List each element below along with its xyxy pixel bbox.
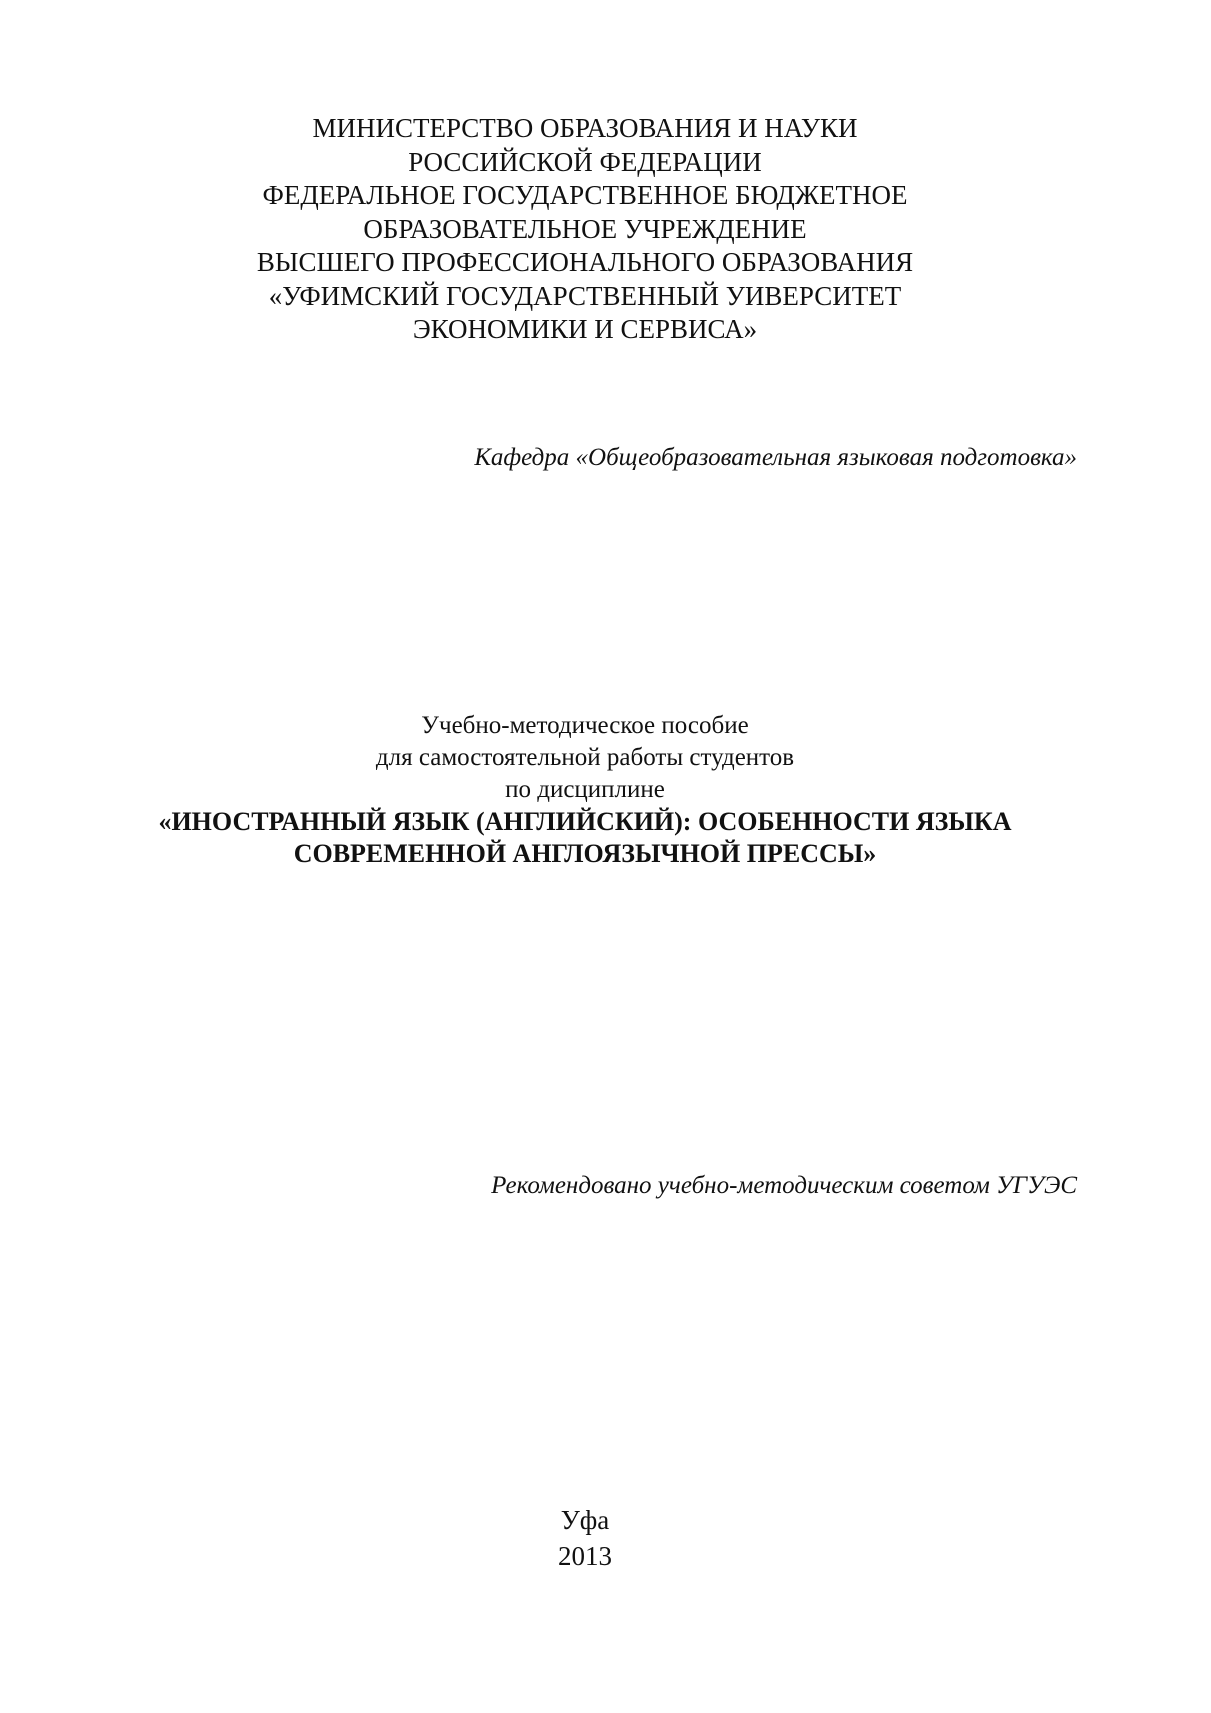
discipline-title-line: «ИНОСТРАННЫЙ ЯЗЫК (АНГЛИЙСКИЙ): ОСОБЕННОСТИ ЯЗЫКА <box>158 807 1012 836</box>
institution-header <box>100 112 1070 347</box>
discipline-title <box>60 806 1110 870</box>
place-and-year <box>100 1502 1070 1574</box>
recommendation-note: Рекомендовано учебно-методическим советом УГУЭС <box>491 1172 1077 1199</box>
institution-header-line: РОССИЙСКОЙ ФЕДЕРАЦИИ <box>408 146 762 177</box>
institution-header-line: «УФИМСКИЙ ГОСУДАРСТВЕННЫЙ УИВЕРСИТЕТ <box>268 280 902 311</box>
department-name: Кафедра «Общеобразовательная языковая подготовка» <box>474 444 1077 471</box>
document-type-line: Учебно-методическое пособие <box>421 712 749 739</box>
institution-header-line: МИНИСТЕРСТВО ОБРАЗОВАНИЯ И НАУКИ <box>312 113 858 143</box>
discipline-title-line: СОВРЕМЕННОЙ АНГЛОЯЗЫЧНОЙ ПРЕССЫ» <box>293 839 877 868</box>
document-type-line: по дисциплине <box>505 776 665 803</box>
year: 2013 <box>558 1541 612 1571</box>
document-type-line: для самостоятельной работы студентов <box>375 744 795 771</box>
institution-header-line: ФЕДЕРАЛЬНОЕ ГОСУДАРСТВЕННОЕ БЮДЖЕТНОЕ <box>262 180 908 210</box>
institution-header-line: ЭКОНОМИКИ И СЕРВИСА» <box>412 314 758 344</box>
institution-header-line: ВЫСШЕГО ПРОФЕССИОНАЛЬНОГО ОБРАЗОВАНИЯ <box>256 247 914 277</box>
document-type <box>100 710 1070 806</box>
city: Уфа <box>560 1505 610 1535</box>
institution-header-line: ОБРАЗОВАТЕЛЬНОЕ УЧРЕЖДЕНИЕ <box>363 213 807 244</box>
